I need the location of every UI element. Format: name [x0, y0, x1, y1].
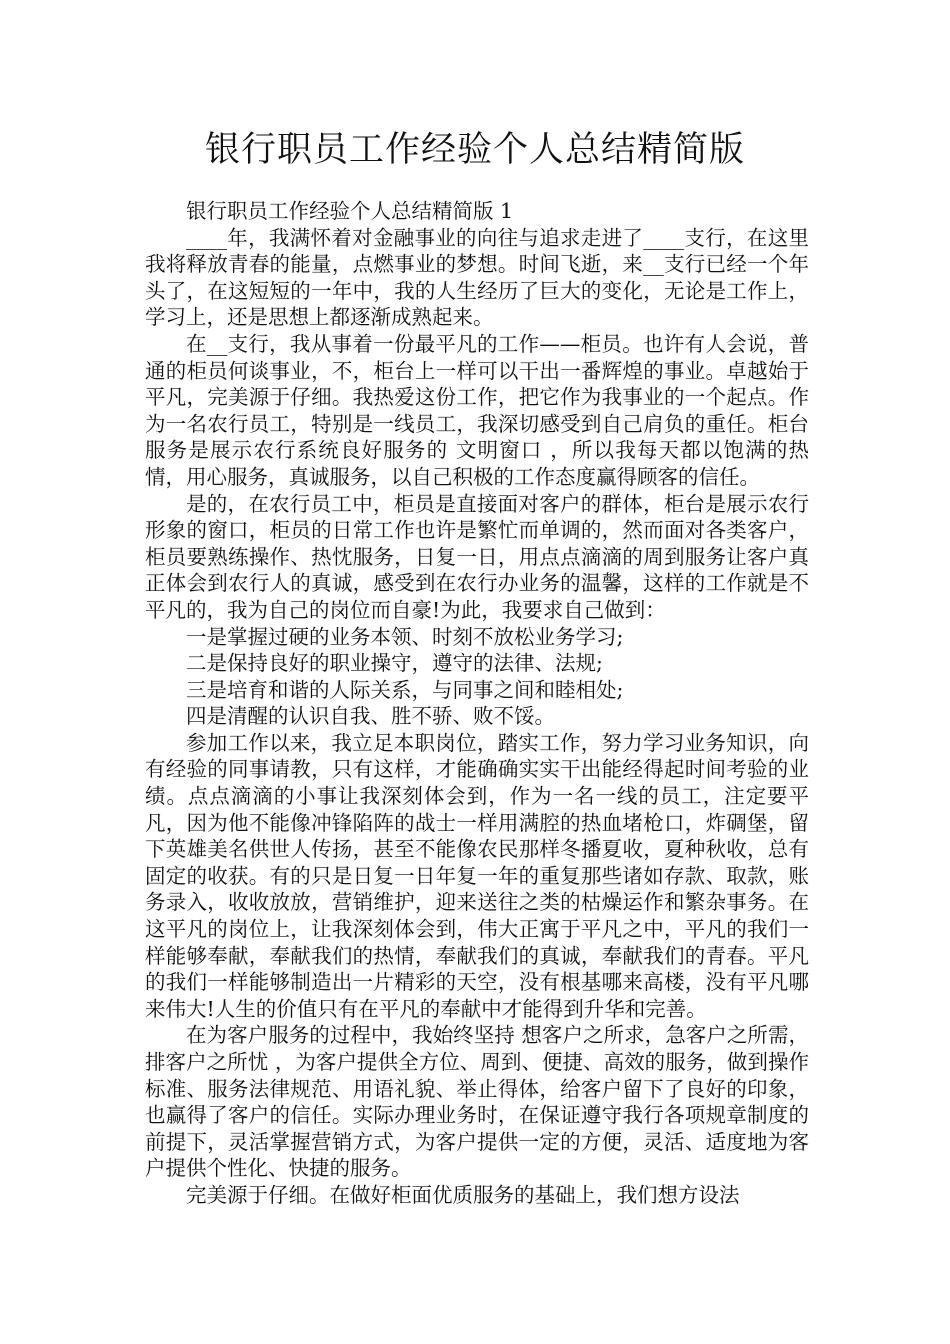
paragraph: 参加工作以来，我立足本职岗位，踏实工作，努力学习业务知识，向有经验的同事请教，只有这样，才能确确实实干出能经得起时间考验的业绩。点点滴滴的小事让我深刻体会到，作为一名一线的员工，注定要平凡，因为他不能像冲锋陷阵的战士一样用满腔的热血堵枪口，炸碉堡，留下英雄美名供世人传扬，甚至不能像农民那样冬播夏收，夏种秋收，总有固定的收获。有的只是日复一日年复一年的重复那些诸如存款、取款，账务录入，收收放放，营销维护，迎来送往之类的枯燥运作和繁杂事务。在这平凡的岗位上，让我深刻体会到，伟大正寓于平凡之中，平凡的我们一样能够奉献，奉献我们的热情，奉献我们的真诚，奉献我们的青春。平凡的我们一样能够制造出一片精彩的天空，没有根基哪来高楼，没有平凡哪来伟大!人生的价值只有在平凡的奉献中才能得到升华和完善。 — [145, 730, 809, 1021]
document-body — [145, 198, 809, 1209]
paragraph: ____年，我满怀着对金融事业的向往与追求走进了____支行，在这里我将释放青春的能量，点燃事业的梦想。时间飞逝，来__支行已经一个年头了，在这短短的一年中，我的人生经历了巨大的变化，无论是工作上，学习上，还是思想上都逐渐成熟起来。 — [145, 225, 809, 330]
document-title: 银行职员工作经验个人总结精简版 — [204, 130, 745, 170]
list-item: 一是掌握过硬的业务本领、时刻不放松业务学习; — [186, 624, 624, 649]
list-item: 三是培育和谐的人际关系，与同事之间和睦相处; — [186, 677, 624, 702]
list-item: 四是清醒的认识自我、胜不骄、败不馁。 — [186, 704, 555, 729]
paragraph: 是的，在农行员工中，柜员是直接面对客户的群体，柜台是展示农行形象的窗口，柜员的日常工作也许是繁忙而单调的，然而面对各类客户，柜员要熟练操作、热忱服务，日复一日，用点点滴滴的周到服务让客户真正体会到农行人的真诚，感受到在农行办业务的温馨，这样的工作就是不平凡的，我为自己的岗位而自豪!为此，我要求自己做到： — [145, 491, 809, 622]
paragraph: 在__支行，我从事着一份最平凡的工作——柜员。也许有人会说，普通的柜员何谈事业，不，柜台上一样可以干出一番辉煌的事业。卓越始于平凡，完美源于仔细。我热爱这份工作，把它作为我事业的一个起点。作为一名农行员工，特别是一线员工，我深切感受到自己肩负的重任。柜台服务是展示农行系统良好服务的 文明窗口 ，所以我每天都以饱满的热情，用心服务，真诚服务，以自己积极的工作态度赢得顾客的信任。 — [145, 331, 809, 489]
paragraph: 在为客户服务的过程中，我始终坚持 想客户之所求，急客户之所需，排客户之所忧 ，为客户提供全方位、周到、便捷、高效的服务，做到操作标准、服务法律规范、用语礼貌、举止得体，给客户留下了良好的印象，也赢得了客户的信任。实际办理业务时，在保证遵守我行各项规章制度的前提下，灵活掌握营销方式，为客户提供一定的方便，灵活、适度地为客户提供个性化、快捷的服务。 — [145, 1023, 809, 1181]
list-item: 二是保持良好的职业操守，遵守的法律、法规; — [186, 651, 603, 676]
paragraph: 完美源于仔细。在做好柜面优质服务的基础上，我们想方设法 — [186, 1182, 740, 1207]
section-heading: 银行职员工作经验个人总结精简版 1 — [186, 199, 514, 223]
